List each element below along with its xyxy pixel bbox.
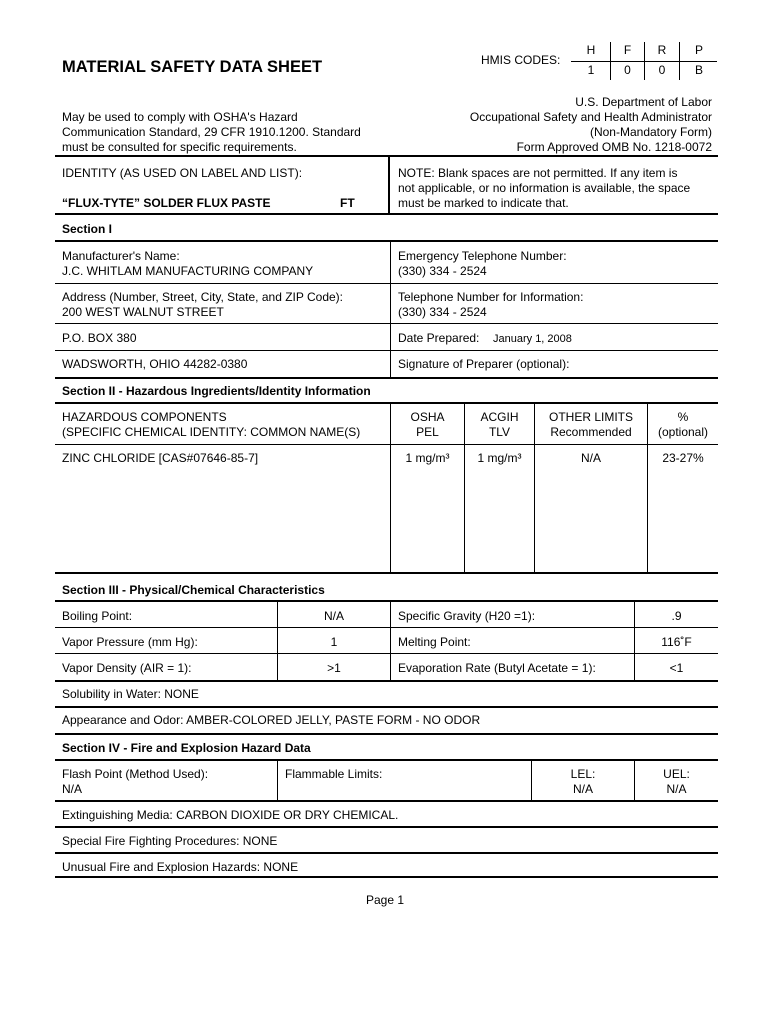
osha-note-line: May be used to comply with OSHA's Hazard <box>62 110 298 124</box>
melting-point-label: Melting Point: <box>398 635 471 649</box>
boiling-point-label: Boiling Point: <box>62 609 133 623</box>
special-procedures: Special Fire Fighting Procedures: NONE <box>62 834 278 848</box>
emergency-phone-value: (330) 334 - 2524 <box>398 264 487 278</box>
manufacturer-label: Manufacturer's Name: <box>62 249 180 263</box>
note-line: NOTE: Blank spaces are not permitted. If any item is <box>398 166 678 180</box>
acgih-tlv-value: 1 mg/m³ <box>477 451 522 465</box>
boiling-point-value: N/A <box>323 609 344 623</box>
hmis-value-h: 1 <box>587 63 595 77</box>
col-osha-subheader: PEL <box>416 425 439 439</box>
other-limits-value: N/A <box>580 451 601 465</box>
product-name: “FLUX-TYTE” SOLDER FLUX PASTE <box>62 196 271 210</box>
hmis-value-r: 0 <box>658 63 666 77</box>
agency-line: Occupational Safety and Health Administrator <box>469 110 712 124</box>
hmis-header-h: H <box>586 43 596 57</box>
vapor-pressure-value: 1 <box>330 635 338 649</box>
city-state-zip: WADSWORTH, OHIO 44282-0380 <box>62 357 248 371</box>
identity-label: IDENTITY (AS USED ON LABEL AND LIST): <box>62 166 303 180</box>
col-osha-header: OSHA <box>410 410 445 424</box>
col-percent-header: % <box>677 410 689 424</box>
specific-gravity-value: .9 <box>671 609 682 623</box>
col-acgih-subheader: TLV <box>488 425 511 439</box>
info-phone-value: (330) 334 - 2524 <box>398 305 487 319</box>
uel-value: N/A <box>666 782 687 796</box>
address-label: Address (Number, Street, City, State, and ZIP Code): <box>62 290 344 304</box>
appearance-odor: Appearance and Odor: AMBER-COLORED JELLY, PASTE FORM - NO ODOR <box>62 713 481 727</box>
form-number: Form Approved OMB No. 1218-0072 <box>516 140 712 154</box>
percent-value: 23-27% <box>662 451 704 465</box>
melting-point-value: 116˚F <box>661 635 692 649</box>
signature-label: Signature of Preparer (optional): <box>398 357 570 371</box>
hmis-value-f: 0 <box>624 63 631 77</box>
section-4-title: Section IV - Fire and Explosion Hazard Data <box>62 741 311 755</box>
hmis-value-p: B <box>694 63 703 77</box>
col-other-subheader: Recommended <box>550 425 632 439</box>
osha-note-line: must be consulted for specific requirements. <box>62 140 297 154</box>
solubility: Solubility in Water: NONE <box>62 687 199 701</box>
col-percent-subheader: (optional) <box>657 425 709 439</box>
manufacturer-value: J.C. WHITLAM MANUFACTURING COMPANY <box>62 264 314 278</box>
section-3-title: Section III - Physical/Chemical Characteristics <box>62 583 325 597</box>
col-other-header: OTHER LIMITS <box>548 410 633 424</box>
agency-line: (Non-Mandatory Form) <box>589 125 712 139</box>
col-components-subheader: (SPECIFIC CHEMICAL IDENTITY: COMMON NAME(S) <box>62 425 361 439</box>
emergency-phone-label: Emergency Telephone Number: <box>398 249 567 263</box>
osha-pel-value: 1 mg/m³ <box>405 451 450 465</box>
address-value: 200 WEST WALNUT STREET <box>62 305 224 319</box>
vapor-density-value: >1 <box>327 661 341 675</box>
hmis-header-p: P <box>694 43 703 57</box>
section-1-title: Section I <box>62 222 113 236</box>
date-prepared-value: January 1, 2008 <box>493 333 572 345</box>
col-acgih-header: ACGIH <box>480 410 519 424</box>
lel-value: N/A <box>572 782 593 796</box>
lel-label: LEL: <box>570 767 596 781</box>
extinguishing-media: Extinguishing Media: CARBON DIOXIDE OR DRY CHEMICAL. <box>62 808 399 822</box>
uel-label: UEL: <box>663 767 690 781</box>
document-title: MATERIAL SAFETY DATA SHEET <box>62 58 323 76</box>
osha-note-line: Communication Standard, 29 CFR 1910.1200. Standard <box>62 125 361 139</box>
specific-gravity-label: Specific Gravity (H20 =1): <box>398 609 536 623</box>
hmis-header-r: R <box>657 43 667 57</box>
agency-line: U.S. Department of Labor <box>575 95 712 109</box>
col-components-header: HAZARDOUS COMPONENTS <box>62 410 227 424</box>
note-line: not applicable, or no information is available, the space <box>398 181 691 195</box>
vapor-pressure-label: Vapor Pressure (mm Hg): <box>62 635 198 649</box>
product-code: FT <box>340 196 355 210</box>
component-name: ZINC CHLORIDE [CAS#07646-85-7] <box>62 451 259 465</box>
evaporation-rate-label: Evaporation Rate (Butyl Acetate = 1): <box>398 661 596 675</box>
flash-point-value: N/A <box>62 782 83 796</box>
hmis-header-f: F <box>623 43 632 57</box>
po-box: P.O. BOX 380 <box>62 331 137 345</box>
evaporation-rate-value: <1 <box>669 661 684 675</box>
flash-point-label: Flash Point (Method Used): <box>62 767 209 781</box>
section-2-title: Section II - Hazardous Ingredients/Identity Information <box>62 384 371 398</box>
page-number: Page 1 <box>365 893 405 907</box>
hmis-label: HMIS CODES: <box>481 53 561 67</box>
note-line: must be marked to indicate that. <box>398 196 569 210</box>
date-prepared-label: Date Prepared: <box>398 331 480 345</box>
unusual-hazards: Unusual Fire and Explosion Hazards: NONE <box>62 860 299 874</box>
info-phone-label: Telephone Number for Information: <box>398 290 584 304</box>
vapor-density-label: Vapor Density (AIR = 1): <box>62 661 192 675</box>
flammable-limits-label: Flammable Limits: <box>285 767 383 781</box>
